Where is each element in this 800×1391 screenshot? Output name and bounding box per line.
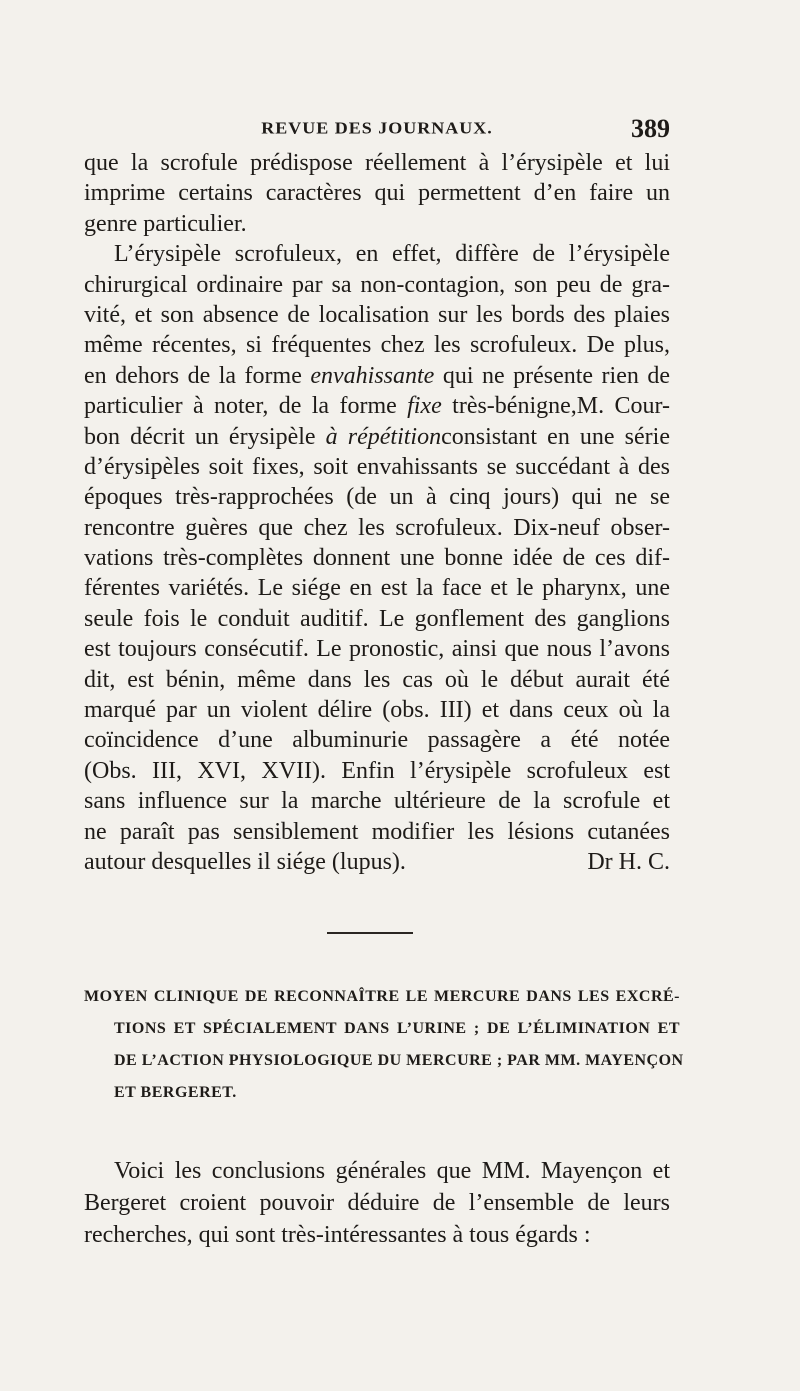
text-line: chirurgical ordinaire par sa non-contagion, son peu de gra- <box>84 271 670 298</box>
title-line: ET BERGERET. <box>114 1084 237 1101</box>
page-number: 389 <box>631 114 670 143</box>
title-line: DE L’ACTION PHYSIOLOGIQUE DU MERCURE ; PAR MM. MAYENÇON <box>114 1052 684 1069</box>
text-line: Bergeret croient pouvoir déduire de l’ensemble de leurs <box>84 1190 670 1216</box>
title-line: TIONS ET SPÉCIALEMENT DANS L’URINE ; DE L’ÉLIMINATION ET <box>114 1020 680 1037</box>
text-segment: autour desquelles il siége (lupus). <box>84 848 406 875</box>
article-title <box>84 981 684 1109</box>
text-line: même récentes, si fréquentes chez les scrofuleux. De plus, <box>84 332 670 359</box>
text-line: dit, est bénin, même dans les cas où le début aurait été <box>84 666 670 693</box>
text-line: d’érysipèles soit fixes, soit envahissants se succédant à des <box>84 453 670 480</box>
text-line: époques très-rapprochées (de un à cinq jours) qui ne se <box>84 484 670 511</box>
text-line: rencontre guères que chez les scrofuleux. Dix-neuf obser- <box>84 514 670 541</box>
text-line: recherches, qui sont très-intéressantes à tous égards : <box>84 1222 591 1248</box>
text-line: est toujours consécutif. Le pronostic, ainsi que nous l’avons <box>84 636 670 663</box>
text-line: seule fois le conduit auditif. Le gonflement des ganglions <box>84 605 670 632</box>
title-line: MOYEN CLINIQUE DE RECONNAÎTRE LE MERCURE DANS LES EXCRÉ- <box>84 988 680 1005</box>
text-line <box>84 847 670 877</box>
italic-term: à répétition <box>325 423 442 450</box>
text-line: ne paraît pas sensiblement modifier les lésions cutanées <box>84 818 670 845</box>
text-line: genre particulier. <box>84 210 247 237</box>
text-segment: particulier à noter, de la forme <box>84 393 397 420</box>
text-line: férentes variétés. Le siége en est la face et le pharynx, une <box>84 575 670 602</box>
paragraph-conclusions <box>84 1155 670 1251</box>
running-title: REVUE DES JOURNAUX. <box>261 118 493 138</box>
text-line: L’érysipèle scrofuleux, en effet, diffère de l’érysipèle <box>114 241 670 268</box>
text-line: (Obs. III, XVI, XVII). Enfin l’érysipèle scrofuleux est <box>84 757 670 784</box>
text-line <box>84 422 670 452</box>
text-segment: qui ne présente rien de <box>442 362 670 389</box>
text-line <box>84 391 670 421</box>
italic-term: envahissante <box>310 362 435 389</box>
text-line: sans influence sur la marche ultérieure de la scrofule et <box>84 788 670 815</box>
text-line: vité, et son absence de localisation sur les bords des plaies <box>84 301 670 328</box>
text-line: coïncidence d’une albuminurie passagère a été notée <box>84 727 670 754</box>
text-line <box>84 361 670 391</box>
text-line: marqué par un violent délire (obs. III) et dans ceux où la <box>84 697 670 724</box>
text-segment: très-bénigne,M. Cour- <box>452 393 670 420</box>
text-line: imprime certains caractères qui permettent d’en faire un <box>84 180 670 207</box>
text-segment: consistant en une série <box>441 423 670 450</box>
section-divider <box>327 932 413 934</box>
text-line: vations très-complètes donnent une bonne idée de ces dif- <box>84 545 670 572</box>
text-line: que la scrofule prédispose réellement à l’érysipèle et lui <box>84 150 670 176</box>
author-signature: Dr H. C. <box>587 848 670 875</box>
italic-term: fixe <box>407 393 442 420</box>
running-head <box>84 116 670 142</box>
text-segment: bon décrit un érysipèle <box>84 423 316 450</box>
text-segment: en dehors de la forme <box>84 362 302 389</box>
text-line: Voici les conclusions générales que MM. Mayençon et <box>114 1158 670 1184</box>
paragraph-erysipele <box>84 148 670 877</box>
